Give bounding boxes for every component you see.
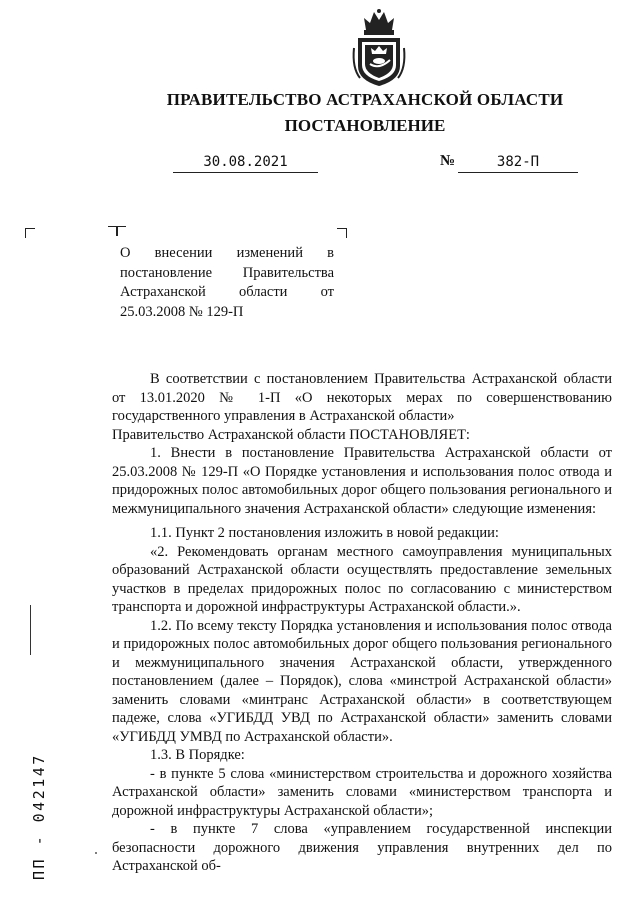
government-title: ПРАВИТЕЛЬСТВО АСТРАХАНСКОЙ ОБЛАСТИ bbox=[166, 90, 564, 109]
document-subject: О внесении изменений в постановление Правительства Астраханской области от 25.03.2008 № 129-П bbox=[120, 245, 334, 320]
paragraph: - в пункте 7 слова «управлением государственной инспекции безопасности дорожного движения управления внутренних дел по Астраханской об- bbox=[112, 821, 612, 874]
document-type: ПОСТАНОВЛЕНИЕ bbox=[284, 116, 446, 135]
corner-mark bbox=[116, 226, 126, 236]
paragraph: В соответствии с постановлением Правительства Астраханской области от 13.01.2020 № 1-П «О некоторых мерах по совершенствованию государственного управления в Астраханской области» bbox=[112, 371, 612, 424]
number-sign: № bbox=[440, 153, 456, 169]
paragraph: - в пункте 5 слова «министерством строительства и дорожного хозяйства Астраханской области» заменить словами «министерством транспорта и дорожной инфраструктуры Астраханской области»; bbox=[112, 765, 612, 819]
coat-of-arms-icon bbox=[350, 8, 408, 88]
paragraph: «2. Рекомендовать органам местного самоуправления муниципальных образований Астраханской области осуществлять предоставление земельных участков в пределах придорожных полос по согласованию с министерством транспорта и дорожной инфраструктуры Астраханской области.». bbox=[112, 543, 612, 615]
margin-line bbox=[30, 605, 31, 655]
paragraph: 1.1. Пункт 2 постановления изложить в новой редакции: bbox=[150, 525, 499, 541]
corner-mark bbox=[25, 228, 35, 238]
paragraph: 1.2. По всему тексту Порядка установления и использования полос отвода и придорожных полос автомобильных дорог общего пользования регионального и межмуниципального значения Астраханской области, утвержденного постановлением (далее – Порядок), слова «минстрой Астраханской области» заменить словами «минтранс Астраханской области» в соответствующем падеже, слова «УГИБДД УВД по Астраханской области» заменить словами «УГИБДД УМВД по Астраханской области». bbox=[112, 617, 612, 745]
document-body bbox=[112, 370, 612, 876]
resolution-line: Правительство Астраханской области ПОСТАНОВЛЯЕТ: bbox=[112, 426, 470, 443]
corner-mark bbox=[337, 228, 347, 238]
document-number: 382-П bbox=[458, 152, 578, 173]
paragraph: 1. Внести в постановление Правительства Астраханской области от 25.03.2008 № 129-П «О Порядке установления и использования полос отвода и придорожных полос автомобильных дорог общего пользования регионального и межмуниципального значения Астраханской области» следующие изменения: bbox=[112, 445, 612, 517]
document-date: 30.08.2021 bbox=[173, 152, 318, 173]
side-serial-number: ПП - 042147 bbox=[30, 753, 48, 880]
paragraph: 1.3. В Порядке: bbox=[150, 747, 245, 763]
scan-dot bbox=[95, 852, 97, 854]
